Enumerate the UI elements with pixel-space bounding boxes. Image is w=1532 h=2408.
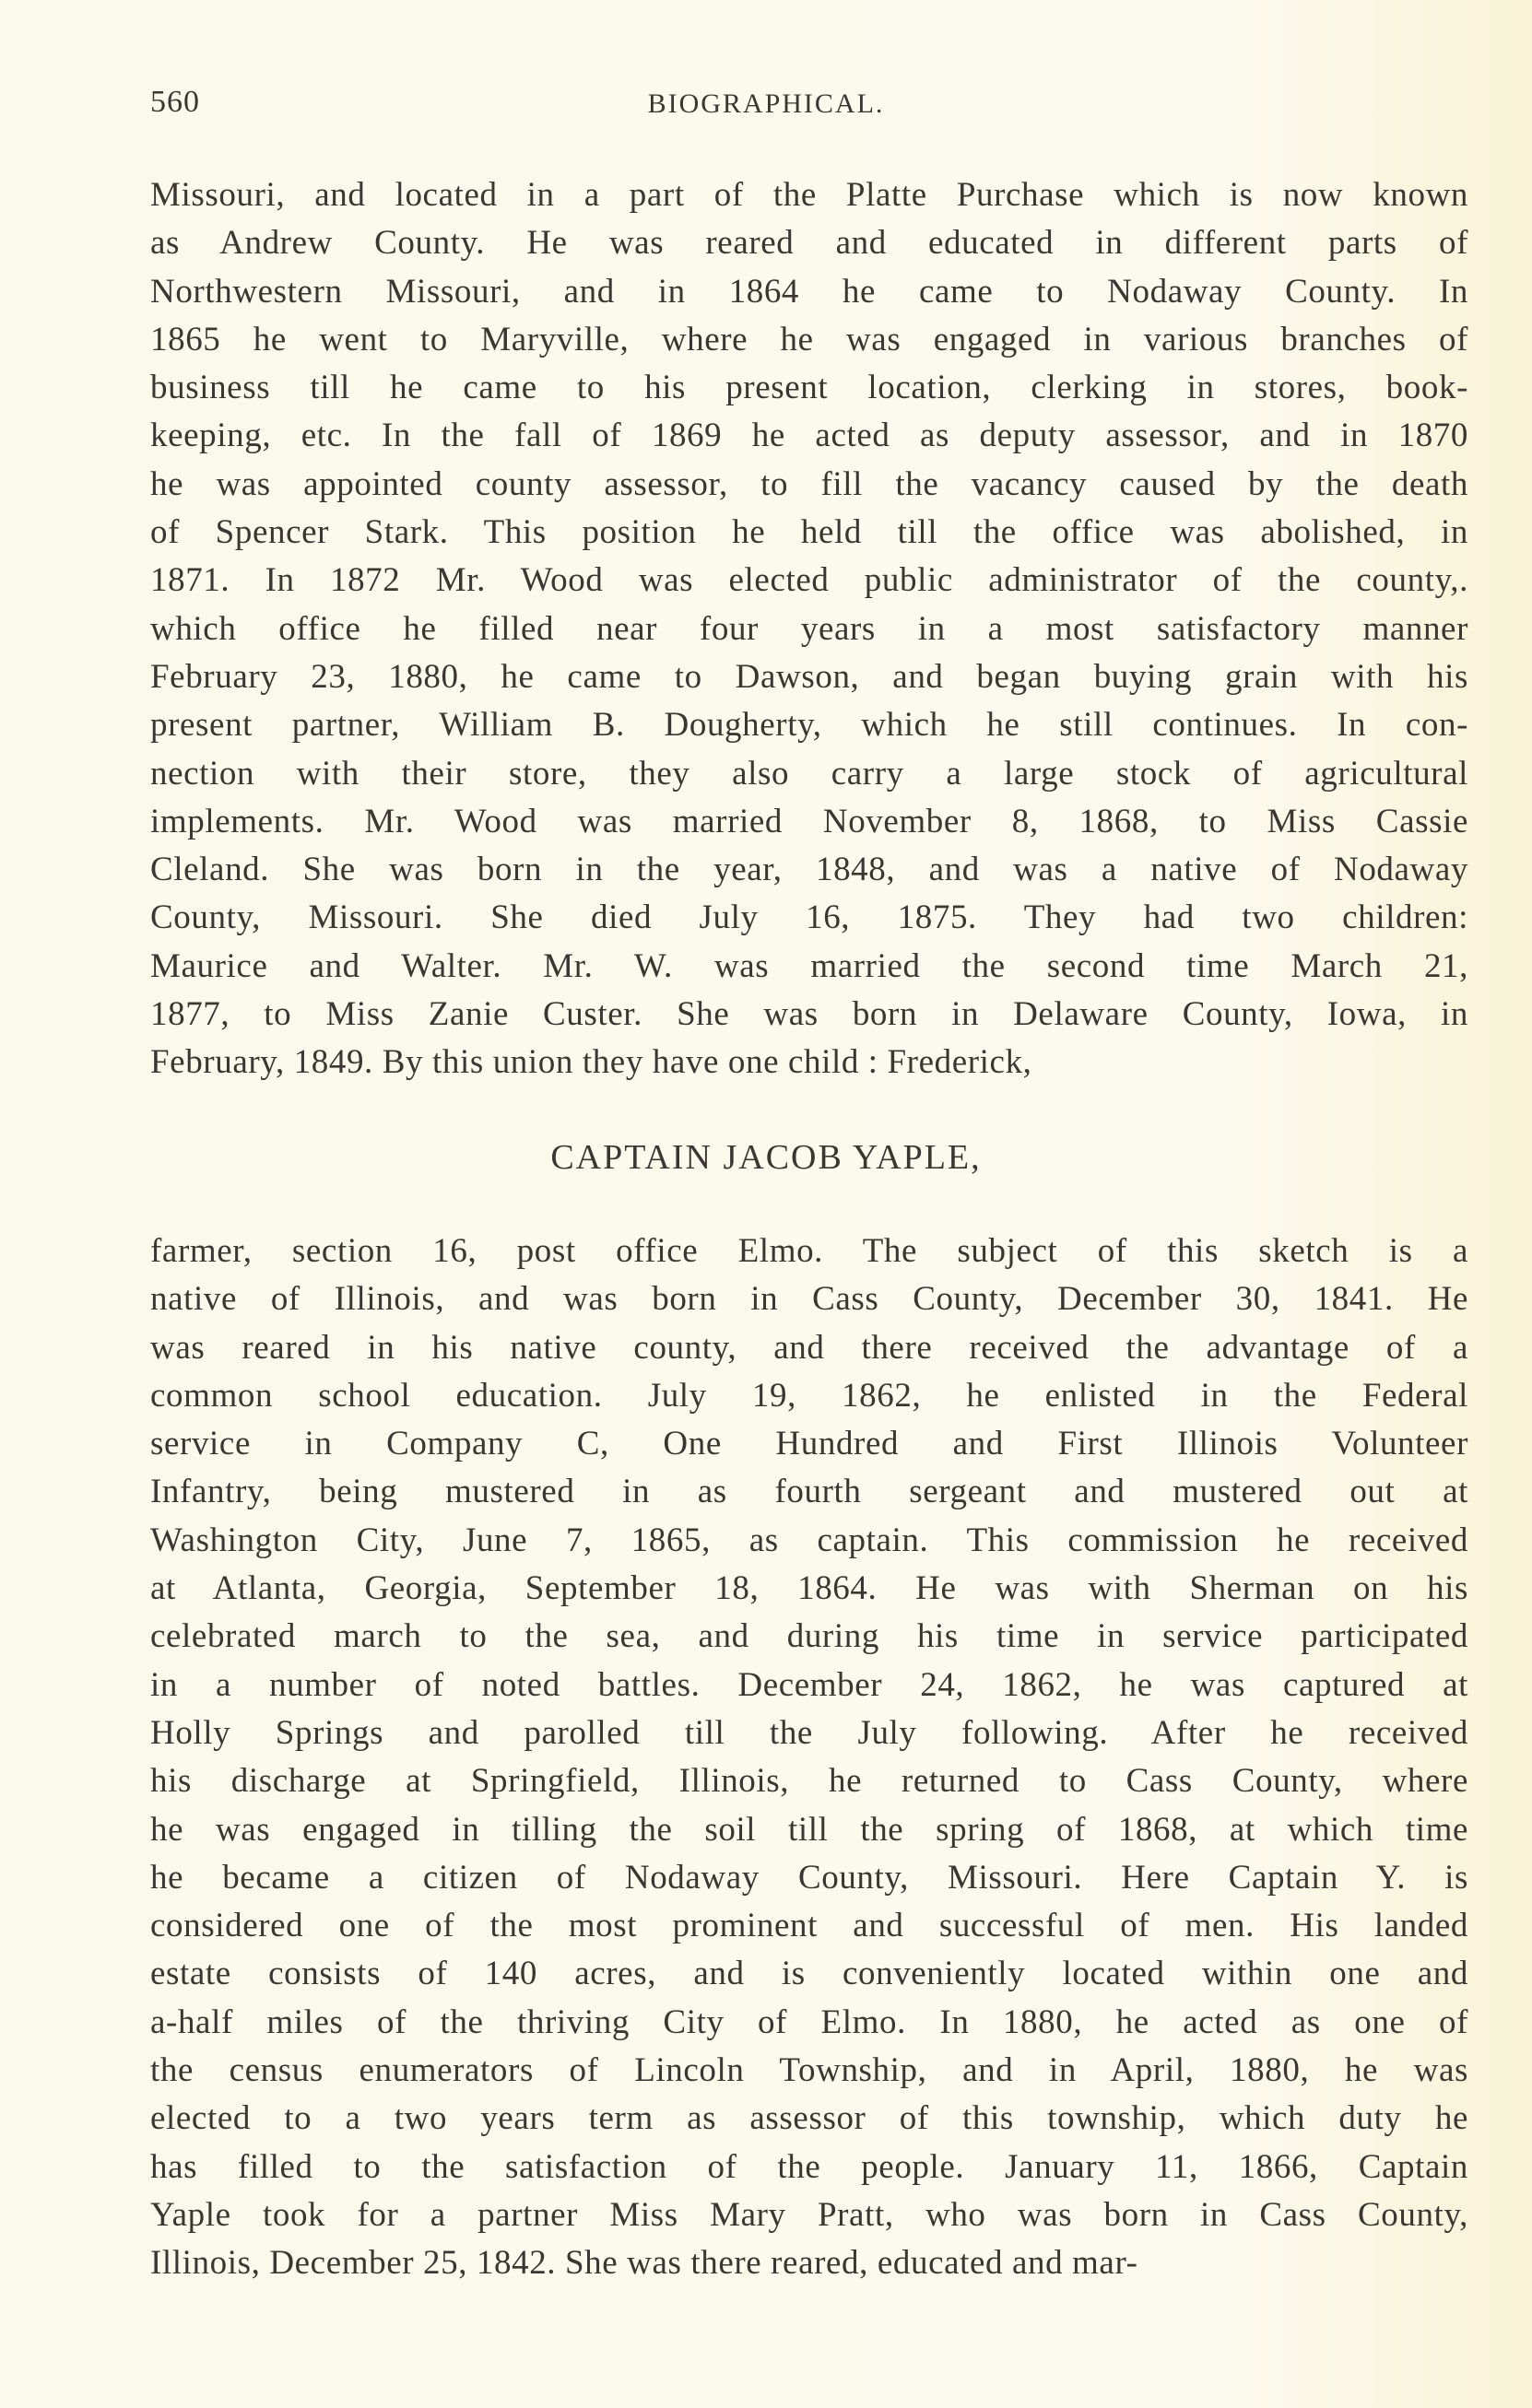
text-line: his discharge at Springfield, Illinois, he returned to Cass County, where — [150, 1762, 1468, 1801]
text-line: Maurice and Walter. Mr. W. was married the second time March 21, — [150, 946, 1468, 985]
page-number: 560 — [150, 85, 200, 119]
text-line: the census enumerators of Lincoln Township, and in April, 1880, he was — [150, 2051, 1468, 2090]
text-line: nection with their store, they also carry a large stock of agricultural — [150, 754, 1468, 793]
text-line: of Spencer Stark. This position he held till the office was abolished, in — [150, 513, 1468, 552]
text-line: which office he filled near four years in a most satisfactory manner — [150, 609, 1468, 648]
text-line: Infantry, being mustered in as fourth sergeant and mustered out at — [150, 1473, 1468, 1511]
text-line: in a number of noted battles. December 24, 1862, he was captured at — [150, 1665, 1468, 1704]
text-line: has filled to the satisfaction of the people. January 11, 1866, Captain — [150, 2147, 1468, 2186]
text-line: Missouri, and located in a part of the Platte Purchase which is now known — [150, 176, 1468, 214]
text-line: 1871. In 1872 Mr. Wood was elected public administrator of the county,. — [150, 561, 1468, 600]
text-line: celebrated march to the sea, and during his time in service participated — [150, 1617, 1468, 1656]
text-line: elected to a two years term as assessor of this township, which duty he — [150, 2099, 1468, 2138]
text-line: as Andrew County. He was reared and educated in different parts of — [150, 224, 1468, 263]
text-line: a-half miles of the thriving City of Elmo. In 1880, he acted as one of — [150, 2003, 1468, 2041]
text-line: Washington City, June 7, 1865, as captain. This commission he received — [150, 1521, 1468, 1559]
text-line: present partner, William B. Dougherty, which he still continues. In con- — [150, 706, 1468, 745]
text-line: 1865 he went to Maryville, where he was engaged in various branches of — [150, 320, 1468, 358]
text-line: service in Company C, One Hundred and First Illinois Volunteer — [150, 1425, 1468, 1463]
text-line: Northwestern Missouri, and in 1864 he came to Nodaway County. In — [150, 272, 1468, 311]
text-line: business till he came to his present location, clerking in stores, book- — [150, 369, 1468, 407]
text-line: County, Missouri. She died July 16, 1875. They had two children: — [150, 899, 1468, 937]
text-line: considered one of the most prominent and successful of men. His landed — [150, 1907, 1468, 1945]
text-line: implements. Mr. Wood was married November 8, 1868, to Miss Cassie — [150, 802, 1468, 840]
text-line: Cleland. She was born in the year, 1848, and was a native of Nodaway — [150, 851, 1468, 889]
running-title: BIOGRAPHICAL. — [647, 88, 885, 119]
text-line: at Atlanta, Georgia, September 18, 1864. He was with Sherman on his — [150, 1569, 1468, 1608]
text-line: February, 1849. By this union they have one child : Frederick, — [150, 1043, 1032, 1082]
text-line: he became a citizen of Nodaway County, Missouri. Here Captain Y. is — [150, 1858, 1468, 1897]
text-line: Holly Springs and parolled till the July following. After he received — [150, 1713, 1468, 1752]
section-heading: CAPTAIN JACOB YAPLE, — [550, 1138, 982, 1177]
text-line: Illinois, December 25, 1842. She was there reared, educated and mar- — [150, 2244, 1138, 2283]
text-line: common school education. July 19, 1862, he enlisted in the Federal — [150, 1376, 1468, 1415]
text-line: February 23, 1880, he came to Dawson, and began buying grain with his — [150, 657, 1468, 696]
paragraph-wood-biography — [150, 171, 1468, 1087]
text-line: he was appointed county assessor, to fill the vacancy caused by the death — [150, 464, 1468, 503]
text-line: he was engaged in tilling the soil till the spring of 1868, at which time — [150, 1810, 1468, 1849]
paragraph-yaple-biography — [150, 1227, 1468, 2288]
text-line: Yaple took for a partner Miss Mary Pratt, who was born in Cass County, — [150, 2195, 1468, 2234]
text-line: farmer, section 16, post office Elmo. The subject of this sketch is a — [150, 1232, 1468, 1270]
text-line: was reared in his native county, and there received the advantage of a — [150, 1328, 1468, 1367]
text-line: keeping, etc. In the fall of 1869 he acted as deputy assessor, and in 1870 — [150, 417, 1468, 455]
text-line: estate consists of 140 acres, and is conveniently located within one and — [150, 1955, 1468, 1993]
text-line: 1877, to Miss Zanie Custer. She was born in Delaware County, Iowa, in — [150, 995, 1468, 1034]
text-line: native of Illinois, and was born in Cass County, December 30, 1841. He — [150, 1280, 1468, 1319]
